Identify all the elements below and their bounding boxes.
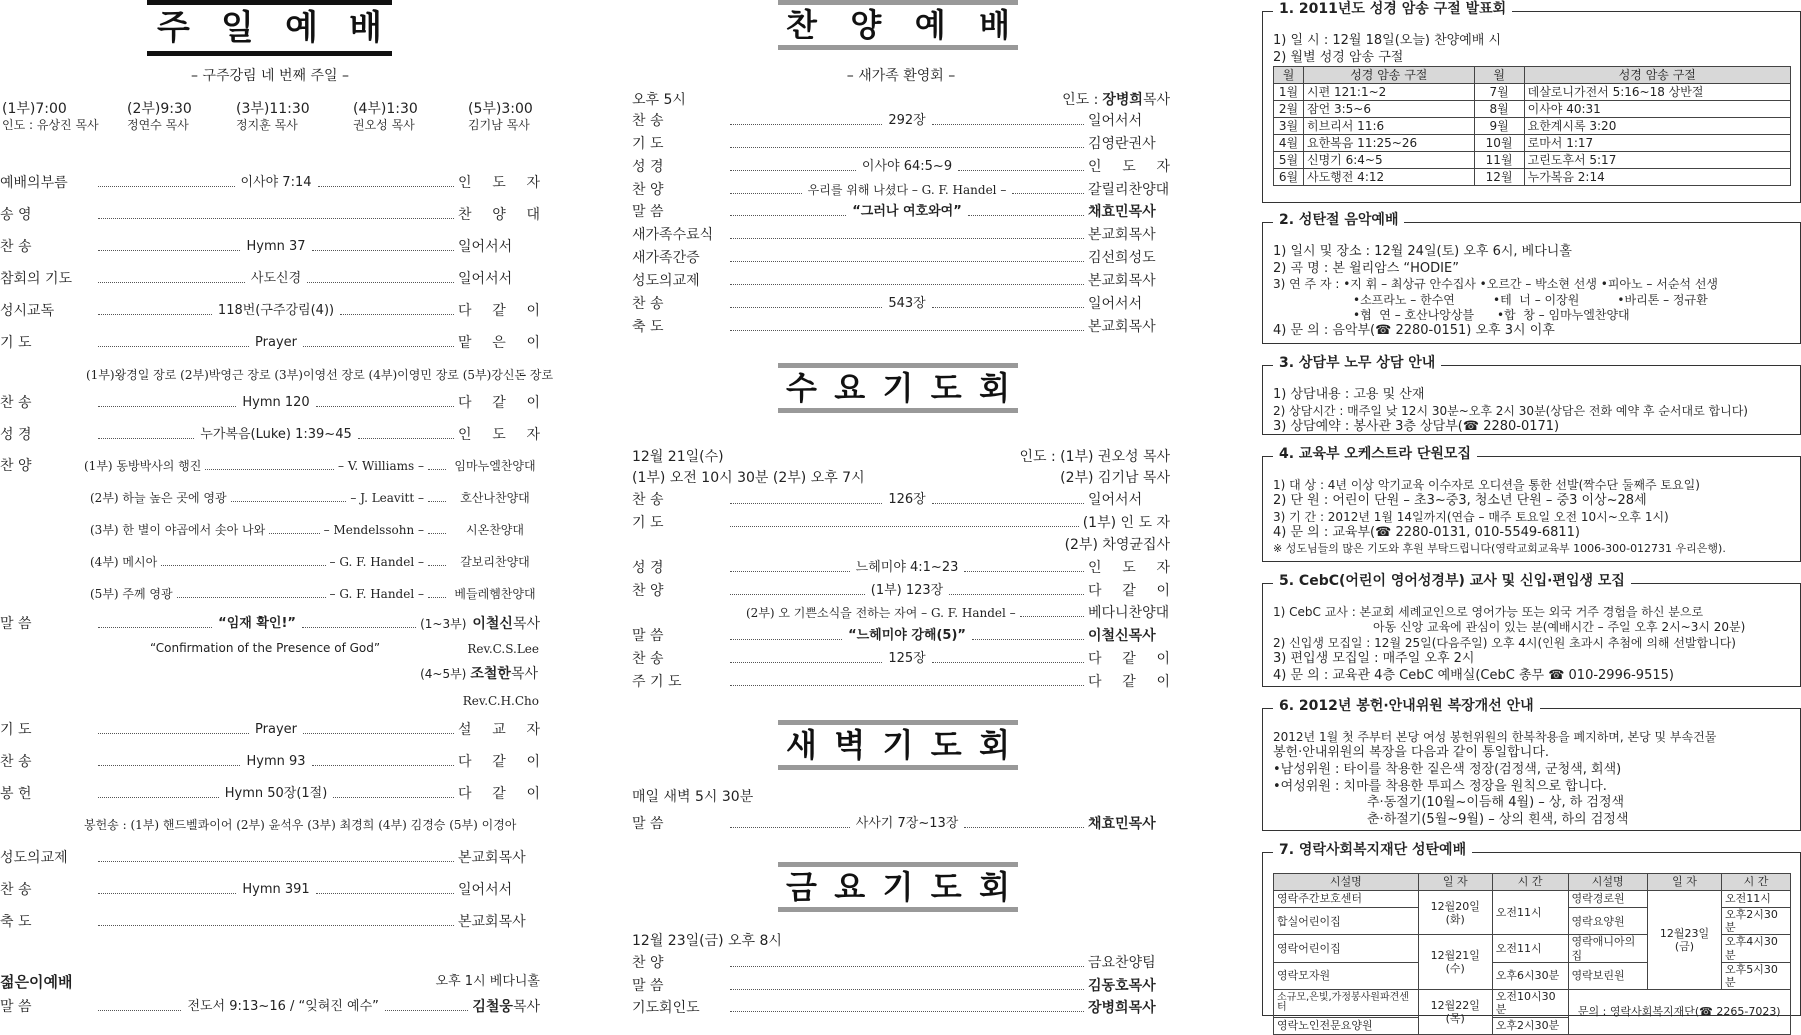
order-person: 본교회목사 [458,849,526,866]
order-content: 사도신경 [250,271,302,287]
banner-char: 일 [221,7,254,48]
announcement-title: 6. 2012년 봉헌·안내위원 복장개선 안내 [1273,698,1540,715]
choir-part: (3부) 한 별이 야곱에서 솟아 나와 [90,522,266,537]
choir-name: 호산나찬양대 [460,490,530,505]
order-content: (1부) 123장 [870,583,944,599]
announcement-line: 봉헌·안내위원의 복장을 다음과 같이 통일합니다. [1273,745,1549,761]
praise-leader: 장병희 [1102,91,1143,108]
order-content: 이사야 64:5~9 [861,159,953,175]
service-leader: 김기남 목사 [468,117,530,132]
banner-char: 요 [834,867,866,906]
praise-header [632,91,1170,109]
order-label: 말 씀 [632,815,664,832]
announcement-line: 4) 문 의 : 교육관 4층 CebC 예배실(CebC 총무 ☎ 010-2996-9515) [1273,667,1674,683]
order-person: 이철신목사 [1088,627,1156,644]
announcement-title: 2. 성탄절 음악예배 [1273,212,1404,229]
order-row [0,881,540,899]
order-row [632,536,1170,554]
order-person: 김선희성도 [1088,249,1156,266]
title-suffix: 목사 [510,665,538,682]
choir-name: 베들레헴찬양대 [454,586,536,601]
banner-char: 배 [979,5,1010,44]
announcement-line: •남성위원 : 타이를 착용한 짙은색 정장(검정색, 군청색, 회색) [1273,761,1622,777]
order-label: 기 도 [632,135,664,152]
announcement-line: 2) 곡 명 : 본 윌리암스 “HODIE” [1273,260,1459,276]
order-row [632,627,1170,645]
order-person: 인 도 자 [1088,158,1171,175]
choir-name: 시온찬양대 [466,522,524,537]
banner-char: 도 [930,725,962,764]
sermon-speaker: 조철한 [470,665,511,682]
order-content: Prayer [255,722,297,738]
order-label: 참회의 기도 [0,270,73,287]
title-suffix: 목사 [1142,91,1170,108]
announcement-title: 5. CebC(어린이 영어성경부) 교사 및 신입·편입생 모집 [1273,573,1631,590]
order-row [0,753,540,771]
order-person: 일어서서 [1088,295,1143,312]
order-label: 기 도 [0,334,32,351]
choir-row [90,489,540,507]
announcement-5 [1262,573,1801,687]
announcement-line: 3) 연 주 자 : •지 휘 – 최상규 안수집사 •오르간 – 박소현 선생 •피아노 – 서순석 선생 [1273,277,1719,292]
order-label: 찬 양 [632,582,664,599]
offering-note: 봉헌송 : (1부) 핸드벨콰이어 (2부) 윤석우 (3부) 최경희 (4부) 김경승 (5부) 이경아 [84,817,517,832]
sermon-speaker: 이철신 [472,615,513,632]
announcement-line: 1) CebC 교사 : 본교회 세례교인으로 영어가능 또는 외국 거주 경험을 하신 분으로 [1273,605,1704,619]
table-header: 일 자 [1647,874,1721,891]
order-person: 다 같 이 [1088,673,1170,690]
order-person: 채효민목사 [1088,203,1156,220]
order-content: (2부) 오 기쁜소식을 전하는 자여 – G. F. Handel – [746,605,1016,620]
choir-composer: – J. Leavitt – [350,490,424,505]
service-time: (2부)9:30 [127,101,192,117]
order-person: 다 같 이 [458,302,541,319]
announcement-line: 2012년 1월 첫 주부터 본당 여성 봉헌위원의 한복착용을 폐지하며, 본당 및 부속건물 [1273,730,1717,744]
sermon-row [0,615,540,633]
announcement-line: 2) 상담시간 : 매주일 낮 12시 30분~오후 2시 30분(상담은 전화 예약 후 순서대로 합니다) [1273,403,1748,418]
order-content: Hymn 93 [246,754,306,770]
order-row [0,302,540,320]
order-label: 찬 양 [0,457,32,474]
title-suffix: 목사 [512,998,540,1015]
order-label: 성시교독 [0,302,55,319]
order-label: 기 도 [632,514,664,531]
choir-row [90,553,540,571]
order-content: Hymn 37 [246,239,306,255]
sunday-subtitle: – 구주강림 네 번째 주일 – [191,68,349,84]
order-label: 찬 양 [632,181,664,198]
banner-char: 수 [786,368,817,407]
order-content: “느헤미야 강해(5)” [848,628,966,644]
order-content: Prayer [255,335,297,351]
banner-char: 예 [285,7,318,48]
order-row [0,721,540,739]
announcement-7 [1262,842,1801,1032]
order-row [632,295,1170,313]
order-row [0,206,540,224]
announcement-line: 1) 상담내용 : 고용 및 산재 [1273,387,1425,402]
wed-header [632,448,1170,466]
order-person: 채효민목사 [1088,815,1156,832]
table-row: 2월 잠언 3:5~6 8월 이사야 40:31 [1274,101,1791,118]
announcement-line: 3) 상담예약 : 봉사관 3층 상담부(☎ 2280-0171) [1273,418,1560,434]
order-person: 인 도 자 [1088,559,1171,576]
order-person: 김영란권사 [1088,135,1156,152]
service-time: (3부)11:30 [236,101,310,117]
order-content: 543장 [888,296,926,312]
order-label: 찬 송 [0,753,32,770]
order-person: (1부) 인 도 자 [1082,514,1170,531]
service-leader: 권오성 목사 [353,117,415,132]
table-row: 영락주간보호센터 12월20일(화) 오전11시 영락경로원 12월23일(금) 오전11시 [1274,891,1791,908]
order-row [632,491,1170,509]
order-row [632,158,1170,176]
order-person: 일어서서 [1088,491,1143,508]
table-row: 영락어린이집 12월21일(수) 오전11시 영락애니아의집 오후4시30분 [1274,935,1791,962]
order-row [0,394,540,412]
order-person: 장병희목사 [1088,999,1156,1016]
service-time: (1부)7:00 [2,101,67,117]
table-header: 월 [1474,67,1524,84]
order-content: 126장 [888,492,926,508]
order-person: 일어서서 [1088,112,1143,129]
order-label: 말 씀 [632,627,664,644]
table-header: 성경 암송 구절 [1304,67,1475,84]
announcement-line: 2) 월별 성경 암송 구절 [1273,49,1404,65]
welfare-table [1273,873,1791,1035]
order-row [632,673,1170,691]
order-row [0,334,540,352]
announcement-4 [1262,446,1801,562]
banner-char: 주 [157,7,190,48]
table-header: 일 자 [1418,874,1492,891]
order-person: 본교회목사 [458,913,526,930]
announcement-line: 1) 대 상 : 4년 이상 악기교육 이수자로 오디션을 통한 선발(짝수단 둘째주 토요일) [1273,478,1700,492]
order-label: 축 도 [0,913,32,930]
order-row [632,112,1170,130]
banner-char: 양 [850,5,882,44]
wed-header-2 [632,469,1170,487]
service-time: (5부)3:00 [468,101,533,117]
order-label: 새가족간증 [632,249,700,266]
order-label: 찬 송 [0,881,32,898]
order-person: 베다니찬양대 [1088,604,1170,621]
order-row [632,318,1170,336]
table-row: 영락모자원 오후6시30분 영락보린원 오후5시30분 [1274,962,1791,989]
choir-part: (1부) 동방박사의 행진 [84,458,202,473]
youth-time: 오후 1시 베다니홀 [435,974,540,990]
order-row [632,181,1170,199]
service-leader: 정연수 목사 [127,117,189,132]
youth-header [0,973,540,991]
choir-composer: – G. F. Handel – [329,586,424,601]
order-label: 성 경 [632,158,664,175]
announcement-line: •여성위원 : 치마를 착용한 투피스 정장을 원칙으로 합니다. [1273,778,1607,794]
order-label: 새가족수료식 [632,226,714,243]
order-person: 다 같 이 [1088,650,1170,667]
order-person: 다 같 이 [1088,582,1171,599]
announcement-2 [1262,212,1801,344]
order-row [632,226,1170,244]
order-label: 성 경 [0,426,32,443]
order-label: 찬 송 [0,238,32,255]
banner-char: 배 [349,7,382,48]
table-row: 1월 시편 121:1~2 7월 데살로니가전서 5:16~18 상반절 [1274,84,1791,101]
announcement-line: 4) 문 의 : 음악부(☎ 2280-0151) 오후 3시 이후 [1273,323,1555,339]
fri-date: 12월 23일(금) 오후 8시 [632,932,782,949]
banner-char: 회 [979,368,1010,407]
announcement-1 [1262,1,1801,203]
banner-char: 도 [930,368,962,407]
announcement-line: 3) 기 간 : 2012년 1월 14일까지(연습 – 매주 토요일 오전 10시~오후 1시) [1273,509,1669,524]
order-content: 사사기 7장~13장 [855,816,959,832]
wed-date: 12월 21일(수) [632,448,724,465]
choir-part: (2부) 하늘 높은 곳에 영광 [90,490,227,505]
table-header: 시설명 [1568,874,1647,891]
order-row [632,582,1170,600]
announcement-line: 추·동절기(10월~이듬해 4월) – 상, 하 검정색 [1367,795,1625,811]
service-leader: 정지훈 목사 [236,117,298,132]
order-row [632,249,1170,267]
service-time: (4부)1:30 [353,101,418,117]
order-person: 맡 은 이 [458,334,540,351]
order-person: 본교회목사 [1088,272,1156,289]
verse-table [1273,66,1791,186]
order-person: 일어서서 [458,270,513,287]
order-row [632,514,1170,532]
sermon-english: “Confirmation of the Presence of God” [150,640,381,655]
order-person: 본교회목사 [1088,226,1156,243]
table-row: 3월 히브리서 11:6 9월 요한계시록 3:20 [1274,118,1791,135]
order-label: 말 씀 [0,998,32,1015]
order-content: 118번(구주강림(4)) [217,303,335,319]
order-label: 찬 송 [632,295,664,312]
order-row [0,174,540,192]
youth-speaker: 김철웅 [472,998,513,1015]
prayer-note: (1부)왕경일 장로 (2부)박영근 장로 (3부)이영선 장로 (4부)이영민 장로 (5부)강신돈 장로 [86,367,554,382]
table-header: 시 간 [1721,874,1790,891]
announcement-line: 1) 일시 및 장소 : 12월 24일(토) 오후 6시, 베다니홀 [1273,244,1572,259]
order-row [0,785,540,803]
banner-char: 요 [834,368,866,407]
order-content: 느헤미야 4:1~23 [855,560,959,576]
announcement-title: 7. 영락사회복지재단 성탄예배 [1273,842,1472,859]
order-row [632,559,1170,577]
order-person: 설 교 자 [458,721,540,738]
choir-name: 임마누엘찬양대 [454,458,536,473]
order-content: “그러나 여호와여” [852,204,962,220]
banner-char: 벽 [834,725,866,764]
announcement-line: 2) 단 원 : 어린이 단원 – 초3~중3, 청소년 단원 – 중3 이상~28세 [1273,493,1647,509]
order-content: 292장 [888,113,926,129]
order-person: 인 도 자 [458,426,541,443]
order-person: 금요찬양팀 [1088,954,1156,971]
announcement-line: •협 연 – 호산나앙상블 •합 창 – 임마누엘찬양대 [1353,307,1630,322]
dawn-time: 매일 새벽 5시 30분 [632,788,754,805]
sermon-parts: (1~3부) [420,616,467,631]
order-content: 125장 [888,651,926,667]
banner-char: 기 [882,368,914,407]
wednesday-prayer-banner [778,363,1018,413]
announcement-6 [1262,698,1801,831]
speaker-rev: Rev.C.H.Cho [462,693,539,708]
wed-time: (1부) 오전 10시 30분 (2부) 오후 7시 [632,469,865,486]
order-person: 다 같 이 [458,785,541,802]
banner-char: 새 [786,725,817,764]
order-person: (2부) 차영균집사 [1064,536,1170,553]
announcement-3 [1262,355,1801,435]
wed-leader: (2부) 김기남 목사 [1060,469,1170,486]
order-label: 예배의부름 [0,174,68,191]
announcement-line: 3) 편입생 모집일 : 매주일 오후 2시 [1273,651,1475,667]
order-label: 성도의교제 [632,272,700,289]
order-label: 축 도 [632,318,664,335]
announcement-line: 1) 일 시 : 12월 18일(오늘) 찬양예배 시 [1273,33,1502,48]
order-label: 찬 송 [632,112,664,129]
sermon-row-2 [420,665,538,683]
announcement-line: 춘·하절기(5월~9월) – 상의 흰색, 하의 검정색 [1367,811,1629,827]
table-row: 소규모,은빛,가정봉사원파견센터 12월22일(목) 오전10시30분 문의 : 영락사회복지재단(☎ 2265-7023) [1274,990,1791,1017]
choir-composer: – G. F. Handel – [329,554,424,569]
order-content: 전도서 9:13~16 / “잊혀진 예수” [187,999,379,1015]
announcement-line: 4) 문 의 : 교육부(☎ 2280-0131, 010-5549-6811) [1273,525,1580,541]
order-label: 찬 양 [632,954,664,971]
order-content: Hymn 50장(1절) [224,786,328,802]
banner-char: 도 [930,867,962,906]
banner-char: 회 [979,867,1010,906]
order-row [0,913,540,931]
announcement-line: 아동 신앙 교육에 관심이 있는 분(예배시간 – 주일 오후 2시~3시 20분) [1373,620,1746,635]
order-label: 말 씀 [632,977,664,994]
order-person: 찬 양 대 [458,206,540,223]
table-header: 시 간 [1492,874,1568,891]
choir-composer: – Mendelssohn – [323,522,424,537]
announcement-title: 1. 2011년도 성경 암송 구절 발표회 [1273,1,1512,18]
order-label: 주 기 도 [632,673,682,690]
order-label: 찬 송 [0,394,32,411]
order-row [632,135,1170,153]
table-row: 5월 신명기 6:4~5 11월 고린도후서 5:17 [1274,152,1791,169]
order-label: 송 영 [0,206,32,223]
wed-leader: 인도 : (1부) 권오성 목사 [1019,448,1170,465]
friday-prayer-banner [778,862,1018,912]
order-person: 본교회목사 [1088,318,1156,335]
order-content: 이사야 7:14 [240,175,312,191]
order-label: 기도회인도 [632,999,700,1016]
order-person: 김동호목사 [1088,977,1156,994]
order-row [0,238,540,256]
order-row [632,650,1170,668]
service-leader: 인도 : 유상진 목사 [2,117,99,132]
order-row [746,604,1170,622]
choir-row [90,521,540,539]
table-row: 영락노인전문요양원 오후2시30분 [1274,1017,1791,1034]
announcement-title: 3. 상담부 노무 상담 안내 [1273,355,1441,372]
order-person: 갈릴리찬양대 [1088,181,1170,198]
choir-part: (5부) 주께 영광 [90,586,173,601]
table-row: 4월 요한복음 11:25~26 10월 로마서 1:17 [1274,135,1791,152]
order-label: 말 씀 [0,615,32,632]
order-row [632,203,1170,221]
announcement-line: ※ 성도님들의 많은 기도와 후원 부탁드립니다(영락교회교육부 1006-300-012731 우리은행). [1273,541,1726,555]
table-row: 합실어린이집 영락요양원 오후2시30분 [1274,908,1791,935]
order-person: 일어서서 [458,238,513,255]
order-content: 누가복음(Luke) 1:39~45 [200,427,352,443]
announcement-title: 4. 교육부 오케스트라 단원모집 [1273,446,1477,463]
announcement-line: •소프라노 – 한수연 •테 너 – 이장원 •바리톤 – 정규환 [1353,292,1708,307]
youth-title: 젊은이예배 [0,973,73,991]
order-person: 다 같 이 [458,394,541,411]
title-suffix: 목사 [512,615,541,632]
choir-row [0,457,540,475]
order-person: 일어서서 [458,881,513,898]
order-label: 기 도 [0,721,32,738]
dawn-prayer-banner [778,720,1018,770]
order-row [0,849,540,867]
order-content: 우리를 위해 나셨다 – G. F. Handel – [807,182,1007,197]
table-header: 성경 암송 구절 [1524,67,1790,84]
order-row [632,999,1170,1017]
sermon-parts: (4~5부) [420,666,467,681]
sermon-title: “임재 확인!” [218,616,296,632]
announcement-line: 2) 신입생 모집일 : 12월 25일(다음주일) 오후 4시(인원 초과시 추첨에 의해 선발합니다) [1273,635,1736,650]
order-person: 인 도 자 [458,174,540,191]
order-content: Hymn 391 [242,882,310,898]
banner-char: 회 [979,725,1010,764]
choir-part: (4부) 메시아 [90,554,158,569]
table-header: 월 [1274,67,1304,84]
banner-char: 기 [882,867,914,906]
order-row [632,977,1170,995]
order-label: 말 씀 [632,203,664,220]
sunday-worship-banner [147,0,392,56]
order-label: 성도의교제 [0,849,68,866]
order-label: 찬 송 [632,650,664,667]
order-row [632,272,1170,290]
order-person: 다 같 이 [458,753,541,770]
order-row [632,954,1170,972]
order-row [0,270,540,288]
order-label: 봉 헌 [0,785,32,802]
praise-subtitle: – 새가족 환영회 – [846,68,956,84]
choir-row [90,585,540,603]
banner-char: 예 [914,5,946,44]
table-row: 6월 사도행전 4:12 12월 누가복음 2:14 [1274,169,1791,186]
leader-prefix: 인도 : [1062,91,1099,108]
order-label: 성 경 [632,559,664,576]
table-header: 시설명 [1274,874,1419,891]
praise-worship-banner [778,0,1018,50]
choir-composer: – V. Williams – [338,458,424,473]
order-row [0,426,540,444]
banner-char: 금 [786,867,817,906]
speaker-rev: Rev.C.S.Lee [467,641,539,656]
praise-time: 오후 5시 [632,91,686,108]
choir-name: 갈보리찬양대 [460,554,530,569]
order-row [0,998,540,1016]
banner-char: 기 [882,725,914,764]
banner-char: 찬 [786,5,817,44]
order-content: Hymn 120 [242,395,310,411]
order-row [632,815,1170,833]
order-label: 찬 송 [632,491,664,508]
